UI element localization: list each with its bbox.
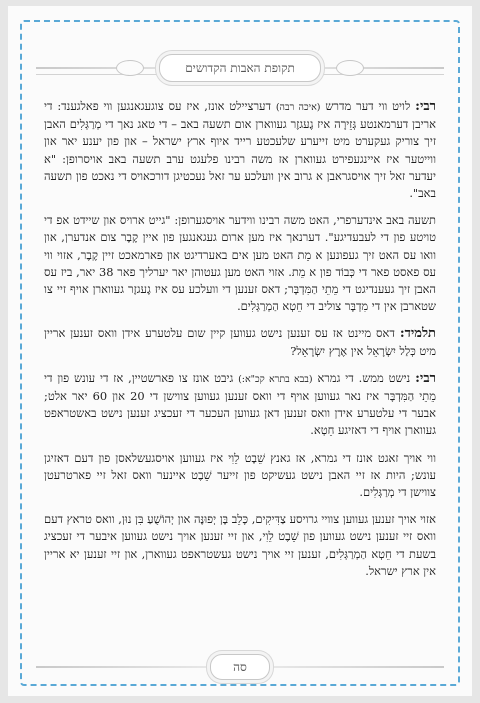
paragraph <box>44 98 436 202</box>
speaker-label: רבי: <box>415 370 436 386</box>
book-page <box>8 6 472 696</box>
paragraph <box>44 212 436 315</box>
speaker-label: תלמיד: <box>399 326 436 342</box>
speaker-label: רבי: <box>415 99 436 114</box>
paragraph <box>44 325 436 359</box>
page-body <box>44 98 436 590</box>
running-header <box>36 50 444 84</box>
page-number: סה <box>210 654 270 680</box>
paragraph <box>44 370 436 440</box>
paragraph-text: דאס מיינט אז עס זענען נישט געווען קיין שום עלטערע אידן וואס זענען אריין מיט כְּלַל יִשְׂרָאֵל אין אֶרֶץ יִשְׂרָאֵל? <box>44 326 436 358</box>
header-ornament-right <box>336 60 364 76</box>
paragraph-text: גיבט אונז צו פארשטיין, אז די עונש פון די מֵתֵי הַמִּדְבָּר איז נאר געווען אויף די וואס זענען געווען צווישן די 20 און 60 יאר אלט; אבער די עלטערע אידן וואס זענען דאן געווען העכער די זעכציג זענען נישט באשטראפט געווארן אויף די דאזיגע חֵטְא. <box>44 370 436 438</box>
paragraph <box>44 450 436 502</box>
paragraph-text: לויט ווי דער מדרש <box>320 99 416 113</box>
page-footer <box>36 652 444 682</box>
paragraph-text: נישט ממש. די גמרא <box>312 370 416 385</box>
paragraph-text: דערציילט אונז, איז עס צוגעגאנגען ווי פאלגענד: די אריבן דערמאנטע גְּזֵירָה איז גֶעגזֶר געווארן אום תשעה באב – די טאג נאך די מְרַגְּלִים האבן זיך צוריק געקערט מיט זייערע שלעכטע רייד איוף ארץ ישראל – און פון יענע יאר און ווייטער איז איינגעפירט געווארן אז משה רבינו פלעגט ערב תשעה באב אויסרופן: "א יעדער זאל זיך אויסגראבן א גרוב אין וועלכע ער זאל נעכטיגן דורכאויס די נאכט פון תשעה באב". <box>44 99 436 201</box>
source-reference: (איכה רבה) <box>275 102 321 113</box>
paragraph-text: תשעה באב אינדערפרי, האט משה רבינו ווידער אויסגערופן: "גייט ארויס און שיידט אפ די טויטע פון די לעבעדיגע". דערנאך איז מען ארום געגאנגען פון איין קֶבֶר צום אנדערן, און וואו עס האט זיך געפונען א מֵת האט מען אים באערדיגט און פארמאכט זיין קֶבֶר, אזוי ווי עס פאסט פאר די כְּבוֹד פון א מֵת. אזוי האט מען געטוהן יאר יערליך פאר 38 יאר, ביז עס האבן זיך געענדיגט די מֵתֵי הַמִּדְבָּר; דאס זענען די וועלכע עס איז גֶעגזֶר געווארן אויף זיי צו שטארבן אין די מִדְבָּר צוליב די חֵטְא הַמְרַגְּלִים. <box>44 213 436 314</box>
paragraph <box>44 511 436 580</box>
source-reference: (בבא בתרא קכ"א:) <box>238 373 313 385</box>
header-title: תקופת האבות הקדושים <box>159 54 321 82</box>
header-ornament-left <box>116 60 144 76</box>
paragraph-text: ווי אויך זאגט אונז די גמרא, אז גאנץ שֵׁבֶט לֵוִי איז געווען אויסגעשלאסן פון דעם דאזיגן עונש; היות אז זיי האבן נישט געשיקט פון זייער שֵׁבֶט איינער וואס זאל זיי פארטרעטן צווישן די מְרַגְּלִים. <box>44 450 436 500</box>
paragraph-text: אזוי אויך זענען געווען צוויי גרויסע צַדִּיקִים, כָּלֵב בֶּן יְפוּנֶּה און יְהוֹשֻׁעַ בִּן נוּן, וואס טראץ דעם וואס זיי זענען נישט געווען פון שֵׁבֶט לֵוִי, און זיי זענען אויך נישט געווען איבער די זעכציג בשעת די חֵטְא הַמְרַגְּלִים, זענען זיי אויך נישט געשטראפט געווארן, און זיי זענען יא אריין אין ארץ ישראל. <box>44 512 436 578</box>
